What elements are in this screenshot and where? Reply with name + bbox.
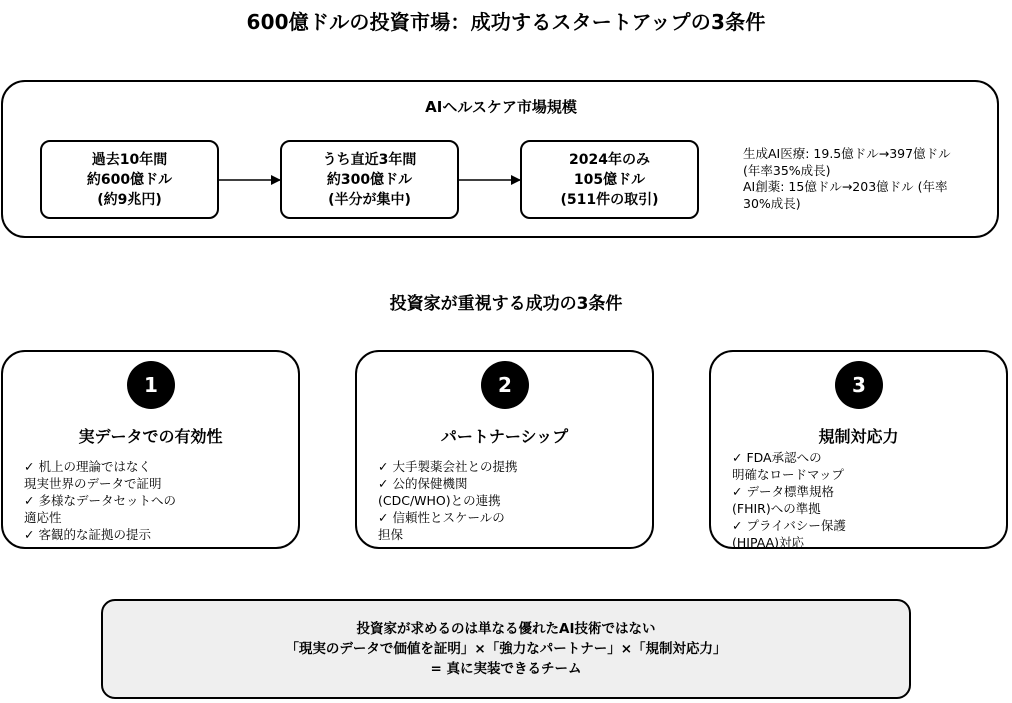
condition-item: ✓ 客観的な証拠の提示 <box>24 527 151 542</box>
stage-recent-3-years <box>280 140 459 219</box>
condition-item: ✓ プライバシー保護 <box>732 518 846 533</box>
conclusion-line: 「現実のデータで価値を証明」×「強力なパートナー」×「規制対応力」 <box>285 641 727 657</box>
stage-line: 過去10年間 <box>91 151 168 168</box>
market-size-heading: AIヘルスケア市場規模 <box>425 98 577 116</box>
note-line: AI創薬: 15億ドル→203億ドル (年率 <box>743 179 948 194</box>
stage-line: 2024年のみ <box>569 151 650 168</box>
stage-line: うち直近3年間 <box>322 151 417 168</box>
stage-line: 約600億ドル <box>86 171 173 188</box>
stage-line: (半分が集中) <box>328 191 411 208</box>
number-badge-3: 3 <box>835 361 883 409</box>
conclusion-panel <box>101 599 911 699</box>
condition-title-3: 規制対応力 <box>818 427 899 446</box>
condition-item: ✓ 公的保健機関 <box>378 476 468 491</box>
condition-item: (CDC/WHO)との連携 <box>378 493 501 508</box>
stage-line: (511件の取引) <box>560 191 659 208</box>
page-title: 600億ドルの投資市場：成功するスタートアップの3条件 <box>246 10 766 34</box>
market-growth-note <box>743 146 978 212</box>
conclusion-line: = 真に実装できるチーム <box>430 661 582 677</box>
condition-item: (HIPAA)対応 <box>732 535 805 550</box>
condition-item: ✓ 多様なデータセットへの <box>24 493 176 508</box>
note-line: 生成AI医療: 19.5億ドル→397億ドル <box>743 146 951 161</box>
condition-item: ✓ データ標準規格 <box>732 484 834 499</box>
stage-line: 105億ドル <box>573 171 646 188</box>
condition-item: ✓ FDA承認への <box>732 450 822 465</box>
note-line: (年率35%成長) <box>743 162 831 178</box>
note-line: 30%成長) <box>743 195 801 211</box>
condition-item: ✓ 信頼性とスケールの <box>378 510 505 525</box>
condition-item: 適応性 <box>24 510 62 525</box>
condition-item: ✓ 机上の理論ではなく <box>24 459 151 474</box>
stage-past-10-years <box>40 140 219 219</box>
condition-item: 担保 <box>378 527 404 542</box>
stage-line: 約300億ドル <box>326 171 413 188</box>
condition-item: 現実世界のデータで証明 <box>24 476 162 491</box>
condition-title-1: 実データでの有効性 <box>78 427 223 446</box>
condition-list-2 <box>378 458 517 543</box>
stage-line: (約9兆円) <box>97 191 162 208</box>
number-badge-1: 1 <box>127 361 175 409</box>
conditions-heading: 投資家が重視する成功の3条件 <box>389 294 623 314</box>
number-badge-2: 2 <box>481 361 529 409</box>
condition-title-2: パートナーシップ <box>440 427 569 446</box>
condition-list-1 <box>24 458 176 543</box>
condition-item: 明確なロードマップ <box>732 467 845 482</box>
stage-2024 <box>520 140 699 219</box>
condition-item: ✓ 大手製薬会社との提携 <box>378 459 518 474</box>
conclusion-line: 投資家が求めるのは単なる優れたAI技術ではない <box>356 621 656 637</box>
condition-list-3 <box>732 449 846 551</box>
condition-item: (FHIR)への準拠 <box>732 501 821 516</box>
